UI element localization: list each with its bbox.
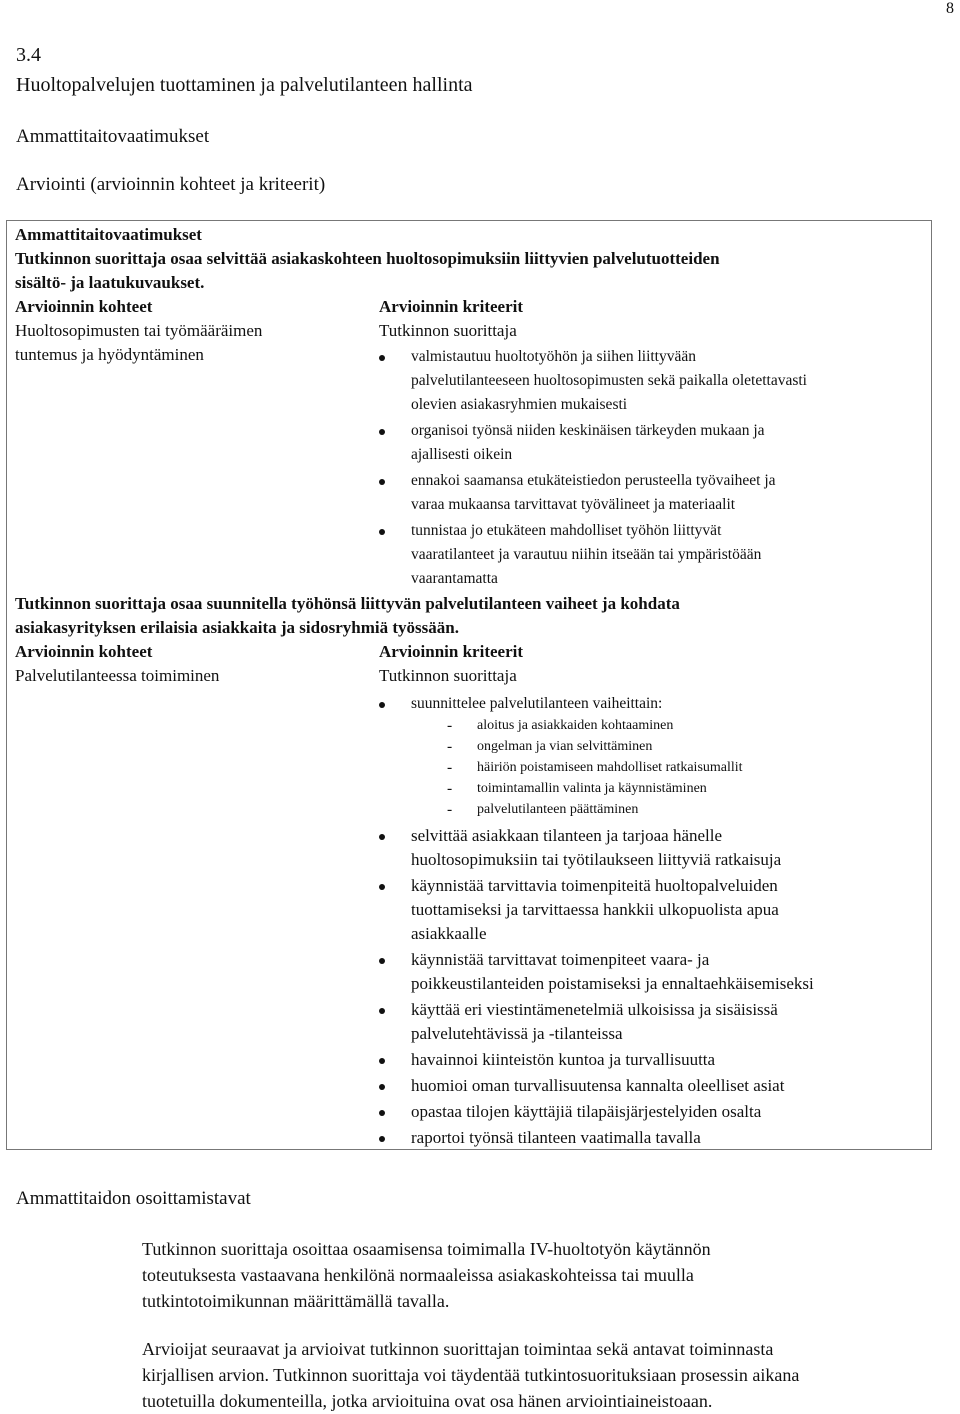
section-title: Huoltopalvelujen tuottaminen ja palvelutilanteen hallinta [16,74,473,96]
paragraph-1-line-1: Tutkinnon suorittaja osoittaa osaamisensa toimimalla IV-huoltotyön käytännön [142,1239,711,1259]
bullet-icon [379,1058,385,1064]
criteria-2-6: havainnoi kiinteistön kuntoa ja turvallisuutta [411,1050,716,1069]
paragraph-2-line-3: tuotetuilla dokumenteilla, jotka arvioituina ovat osa hänen arviointiaineistoaan. [142,1391,713,1411]
target-1-line-1: Huoltosopimusten tai työmääräimen [15,321,263,340]
criteria-2-4-line-1: käynnistää tarvittavat toimenpiteet vaara- ja [411,950,710,969]
bullet-icon [379,702,385,708]
phase-5: palvelutilanteen päättäminen [477,802,639,817]
criteria-1-1-line-3: olevien asiakasryhmien mukaisesti [411,396,628,413]
phase-2: ongelman ja vian selvittäminen [477,739,653,754]
criteria-1-2-line-2: ajallisesti oikein [411,446,513,463]
requirements-heading: Ammattitaitovaatimukset [15,225,202,244]
criteria-1-4-line-1: tunnistaa jo etukäteen mahdolliset työhön liittyvät [411,522,722,539]
criteria-2-3-line-2: tuottamiseksi ja tarvittaessa hankkii ulkopuolista apua [411,900,779,919]
bullet-icon [379,834,385,840]
criteria-2-first: suunnittelee palvelutilanteen vaiheittain: [411,695,663,712]
requirement-2-line-1: Tutkinnon suorittaja osaa suunnitella työhönsä liittyvän palvelutilanteen vaiheet ja kohdata [15,594,680,613]
phase-1: aloitus ja asiakkaiden kohtaaminen [477,718,674,733]
criteria-2-2-line-1: selvittää asiakkaan tilanteen ja tarjoaa hänelle [411,826,723,845]
criteria-1-3-line-2: varaa mukaansa tarvittavat työvälineet ja materiaalit [411,496,736,513]
criteria-intro-1: Tutkinnon suorittaja [379,321,517,340]
demonstration-heading: Ammattitaidon osoittamistavat [16,1188,251,1209]
target-1-line-2: tuntemus ja hyödyntäminen [15,345,204,364]
dash-icon: - [447,780,453,797]
paragraph-1-line-2: toteutuksesta vastaavana henkilönä normaaleissa asiakaskohteissa tai muulla [142,1265,694,1285]
bullet-icon [379,429,385,435]
criteria-1-4-line-2: vaaratilanteet ja varautuu niihin itseään tai ympäristöään [411,546,762,563]
dash-icon: - [447,759,453,776]
bullet-icon [379,958,385,964]
column-header-criteria: Arvioinnin kriteerit [379,297,524,316]
bullet-icon [379,529,385,535]
assessment-table [6,220,932,1150]
criteria-2-4-line-2: poikkeustilanteiden poistamiseksi ja ennaltaehkäisemiseksi [411,974,814,993]
criteria-2-3-line-1: käynnistää tarvittavia toimenpiteitä huoltopalveluiden [411,876,778,895]
dash-icon: - [447,717,453,734]
bullet-icon [379,1008,385,1014]
requirement-1-line-2: sisältö- ja laatukuvaukset. [15,273,205,292]
dash-icon: - [447,801,453,818]
paragraph-2-line-1: Arvioijat seuraavat ja arvioivat tutkinnon suorittajan toimintaa sekä antavat toiminnasta [142,1339,774,1359]
paragraph-2-line-2: kirjallisen arvion. Tutkinnon suorittaja voi täydentää tutkintosuorituksiaan prosessin aikana [142,1365,800,1385]
bullet-icon [379,479,385,485]
criteria-1-1-line-2: palvelutilanteeseen huoltosopimusten sekä paikalla oletettavasti [411,372,807,389]
target-2: Palvelutilanteessa toimiminen [15,666,220,685]
criteria-2-8: opastaa tilojen käyttäjiä tilapäisjärjestelyiden osalta [411,1102,762,1121]
section-number: 3.4 [16,44,41,66]
criteria-2-5-line-2: palvelutehtävissä ja -tilanteissa [411,1024,623,1043]
column-header-targets-2: Arvioinnin kohteet [15,642,153,661]
paragraph-1-line-3: tutkintotoimikunnan määrittämällä tavalla. [142,1291,450,1311]
criteria-1-1-line-1: valmistautuu huoltotyöhön ja siihen liittyvään [411,348,696,365]
criteria-2-9: raportoi työnsä tilanteen vaatimalla tavalla [411,1128,701,1147]
phase-4: toimintamallin valinta ja käynnistäminen [477,781,707,796]
criteria-intro-2: Tutkinnon suorittaja [379,666,517,685]
criteria-2-2-line-2: huoltosopimuksiin tai työtilaukseen liittyviä ratkaisuja [411,850,782,869]
bullet-icon [379,355,385,361]
criteria-2-3-line-3: asiakkaalle [411,924,487,943]
criteria-1-4-line-3: vaarantamatta [411,570,498,587]
dash-icon: - [447,738,453,755]
bullet-icon [379,1084,385,1090]
bullet-icon [379,1136,385,1142]
subheading-assessment: Arviointi (arvioinnin kohteet ja kriteerit) [16,174,326,195]
column-header-criteria-2: Arvioinnin kriteerit [379,642,524,661]
requirement-2-line-2: asiakasyrityksen erilaisia asiakkaita ja sidosryhmiä työssään. [15,618,459,637]
requirement-1-line-1: Tutkinnon suorittaja osaa selvittää asiakaskohteen huoltosopimuksiin liittyvien palvelutuotteiden [15,249,720,268]
criteria-2-5-line-1: käyttää eri viestintämenetelmiä ulkoisissa ja sisäisissä [411,1000,778,1019]
bullet-icon [379,1110,385,1116]
subheading-requirements: Ammattitaitovaatimukset [16,126,210,147]
page-number: 8 [946,0,954,17]
criteria-2-7: huomioi oman turvallisuutensa kannalta oleelliset asiat [411,1076,785,1095]
bullet-icon [379,884,385,890]
phase-3: häiriön poistamiseen mahdolliset ratkaisumallit [477,760,743,775]
column-header-targets: Arvioinnin kohteet [15,297,153,316]
criteria-1-2-line-1: organisoi työnsä niiden keskinäisen tärkeyden mukaan ja [411,422,765,439]
criteria-1-3-line-1: ennakoi saamansa etukäteistiedon perusteella työvaiheet ja [411,472,776,489]
